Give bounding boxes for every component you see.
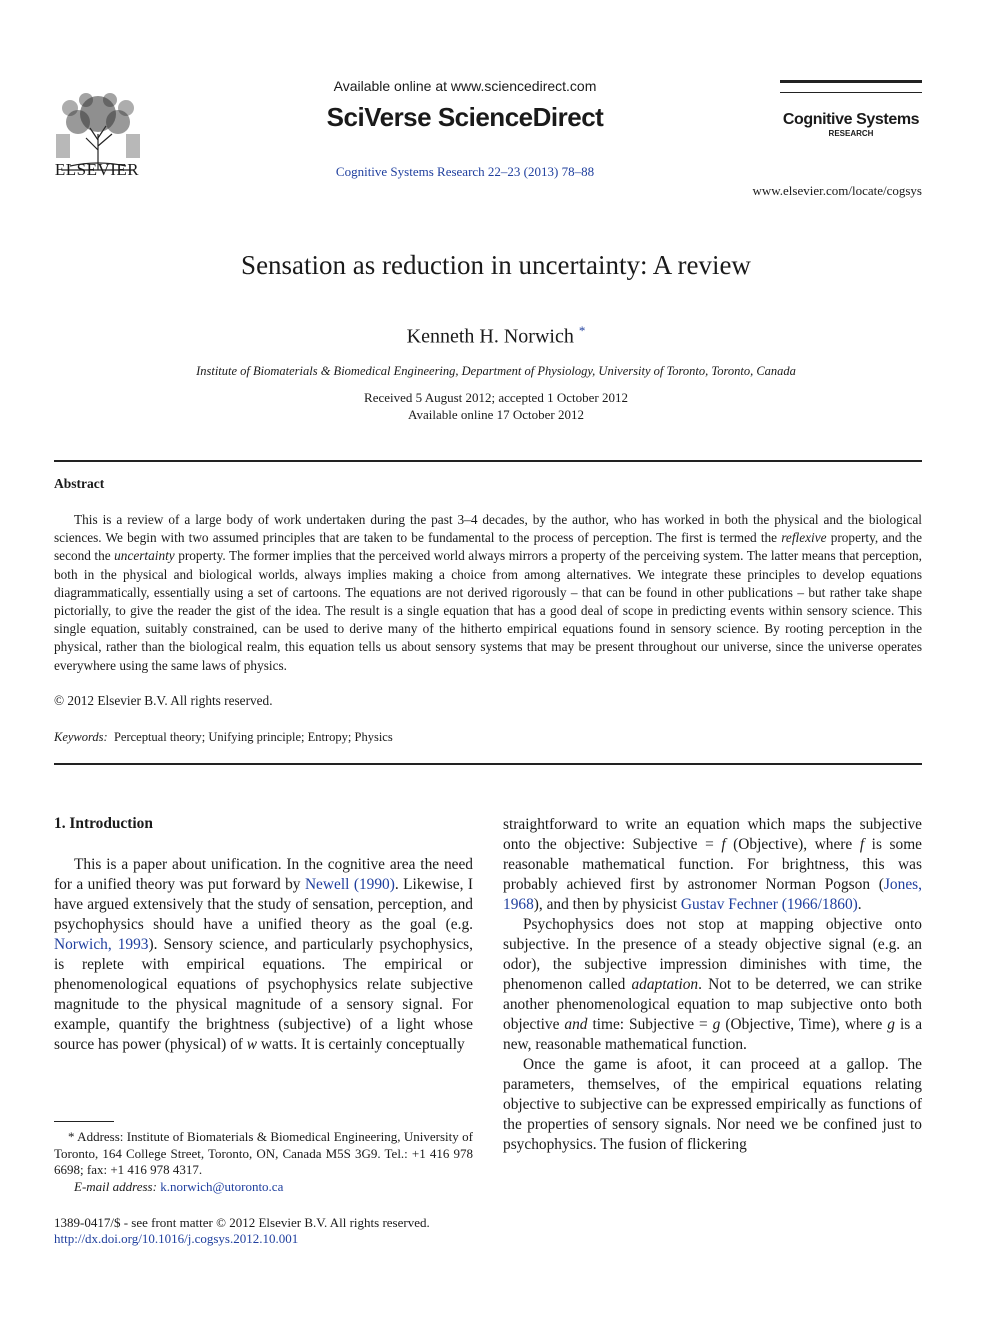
emphasis: adaptation [631, 976, 699, 993]
section-heading: 1. Introduction [54, 815, 153, 832]
body-text: (Objective, Time), where [720, 1016, 888, 1033]
front-matter: 1389-0417/$ - see front matter © 2012 Elsevier B.V. All rights reserved. [54, 1215, 430, 1230]
keywords-list: Perceptual theory; Unifying principle; Entropy; Physics [113, 730, 393, 744]
journal-logo-title: Cognitive Systems [782, 111, 920, 128]
doi-link[interactable]: http://dx.doi.org/10.1016/j.cogsys.2012.10.001 [54, 1231, 299, 1246]
publisher-name: ELSEVIER [54, 160, 140, 179]
body-text: . Not to be deterred, we can strike another phenomenological equation to map subjective onto both objective [503, 976, 922, 1033]
footnote-rule [54, 1121, 114, 1122]
citation-link[interactable]: Newell (1990) [304, 876, 395, 893]
article-title: Sensation as reduction in uncertainty: A review [241, 250, 751, 280]
math-variable: f [859, 836, 865, 853]
affiliation: Institute of Biomaterials & Biomedical Engineering, Department of Physiology, University of Toronto, Toronto, Canada [196, 364, 796, 378]
divider [54, 460, 922, 462]
body-text: is some reasonable mathematical function. For brightness, this was probably achieved first by astronomer Norman Pogson ( [503, 836, 922, 893]
author-line [40, 323, 952, 349]
journal-logo-subtitle: RESEARCH [828, 129, 874, 138]
body-text: is a new, reasonable mathematical function. [503, 1016, 923, 1053]
abstract-emphasis: reflexive [781, 530, 827, 546]
keywords [54, 730, 393, 745]
right-column [503, 815, 922, 1155]
math-variable: f [721, 836, 726, 853]
body-text: time: Subjective = [587, 1016, 713, 1033]
online-date: Available online 17 October 2012 [408, 407, 584, 422]
available-online: Available online at www.sciencedirect.com [333, 78, 597, 94]
abstract-emphasis: uncertainty [114, 548, 175, 564]
footnote-mark: * [68, 1129, 75, 1144]
math-variable: g [712, 1016, 721, 1033]
math-variable: w [246, 1036, 258, 1053]
copyright: © 2012 Elsevier B.V. All rights reserved. [54, 693, 273, 708]
abstract-body [54, 511, 922, 675]
left-column [54, 855, 473, 1055]
email-label: E-mail address: [74, 1178, 157, 1194]
math-variable: g [887, 1016, 895, 1033]
body-text: . [857, 896, 862, 913]
divider [54, 763, 922, 765]
journal-logo-rule [780, 92, 922, 93]
journal-url: www.elsevier.com/locate/cogsys [752, 183, 922, 198]
received-dates: Received 5 August 2012; accepted 1 October 2012 [364, 390, 628, 405]
body-text: straightforward to write an equation which maps the subjective onto the objective: Subjective = [503, 816, 922, 853]
emphasis: and [564, 1016, 588, 1033]
body-text: This is a paper about unification. In the cognitive area the need for a unified theory was put forward by [54, 856, 473, 893]
body-text: ). Sensory science, and particularly psychophysics, is replete with empirical equations. The empirical or phenomenological equations of psychophysics relate subjective magnitude to the physical magnitude of a sensory signal. For example, quantify the brightness (subjective) of a light whose source has power (physical) of [54, 936, 473, 1053]
citation-link[interactable]: Norwich, 1993 [54, 936, 149, 953]
body-text: ), and then by physicist [533, 896, 681, 913]
citation-link[interactable]: Jones, 1968 [503, 876, 922, 913]
body-text: Psychophysics does not stop at mapping objective onto subjective. In the presence of a steady objective signal (e.g. an odor), the subjective impression diminishes with time, the phenomenon called [503, 916, 922, 993]
body-text: (Objective), where [725, 836, 860, 853]
body-text: watts. It is certainly conceptually [257, 1036, 465, 1053]
journal-logo-rule [780, 80, 922, 83]
author-name: Kenneth H. Norwich [406, 325, 574, 348]
footnote-address: Address: Institute of Biomaterials & Biomedical Engineering, University of Toronto, 164 College Street, Toronto, ON, Canada M5S 3G9. Tel.: +1 416 978 6698; fax: +1 416 978 4317. [54, 1129, 473, 1177]
author-footnote [54, 1129, 473, 1195]
journal-reference-link[interactable]: Cognitive Systems Research 22–23 (2013) 78–88 [335, 164, 595, 179]
citation-link[interactable]: Gustav Fechner (1966/1860) [680, 896, 858, 913]
author-footnote-link[interactable]: * [578, 323, 586, 338]
abstract-text: This is a review of a large body of work undertaken during the past 3–4 decades, by the author, who has worked in both the physical and the biological sciences. We begin with two assumed principles that are taken to be fundamental to the process of perception. The first is termed the [54, 512, 922, 546]
keywords-label: Keywords: [54, 730, 108, 744]
platform-logo: SciVerse ScienceDirect [326, 102, 604, 132]
body-text: Once the game is afoot, it can proceed at a gallop. The parameters, themselves, of the empirical equations relating objective to subjective can be expressed empirically as functions of the properties of sensory signals. Nor need we be confined just to psychophysics. The fusion of flickering [503, 1056, 922, 1153]
abstract-text: property. The former implies that the perceived world always mirrors a property of the perceiving system. The latter means that perception, both in the physical and biological worlds, always implies making a choice from among alternatives. We integrate these principles to develop equations diagrammatically, essentially using a set of cartoons. The equations are not derived rigorously – that can be found in other publications – but rather take shape pictorially, to give the reader the gist of the idea. The result is a single equation that has a good deal of scope in predicting events within sensory science. This single equation, suitably constrained, can be used to derive many of the hitherto empirical equations found in sensory science. By rooting perception in the physical, rather than the biological realm, this equation tells us about sensory systems that may be present throughout our universe, since the universe operates everywhere using the same laws of physics. [54, 548, 922, 673]
email-link[interactable]: k.norwich@utoronto.ca [160, 1178, 284, 1194]
body-text: . Likewise, I have argued extensively that the study of sensation, perception, and psychophysics should have a unified theory as the goal (e.g. [54, 876, 473, 933]
abstract-heading: Abstract [54, 476, 105, 491]
abstract-text: property, and the second the [54, 530, 922, 564]
